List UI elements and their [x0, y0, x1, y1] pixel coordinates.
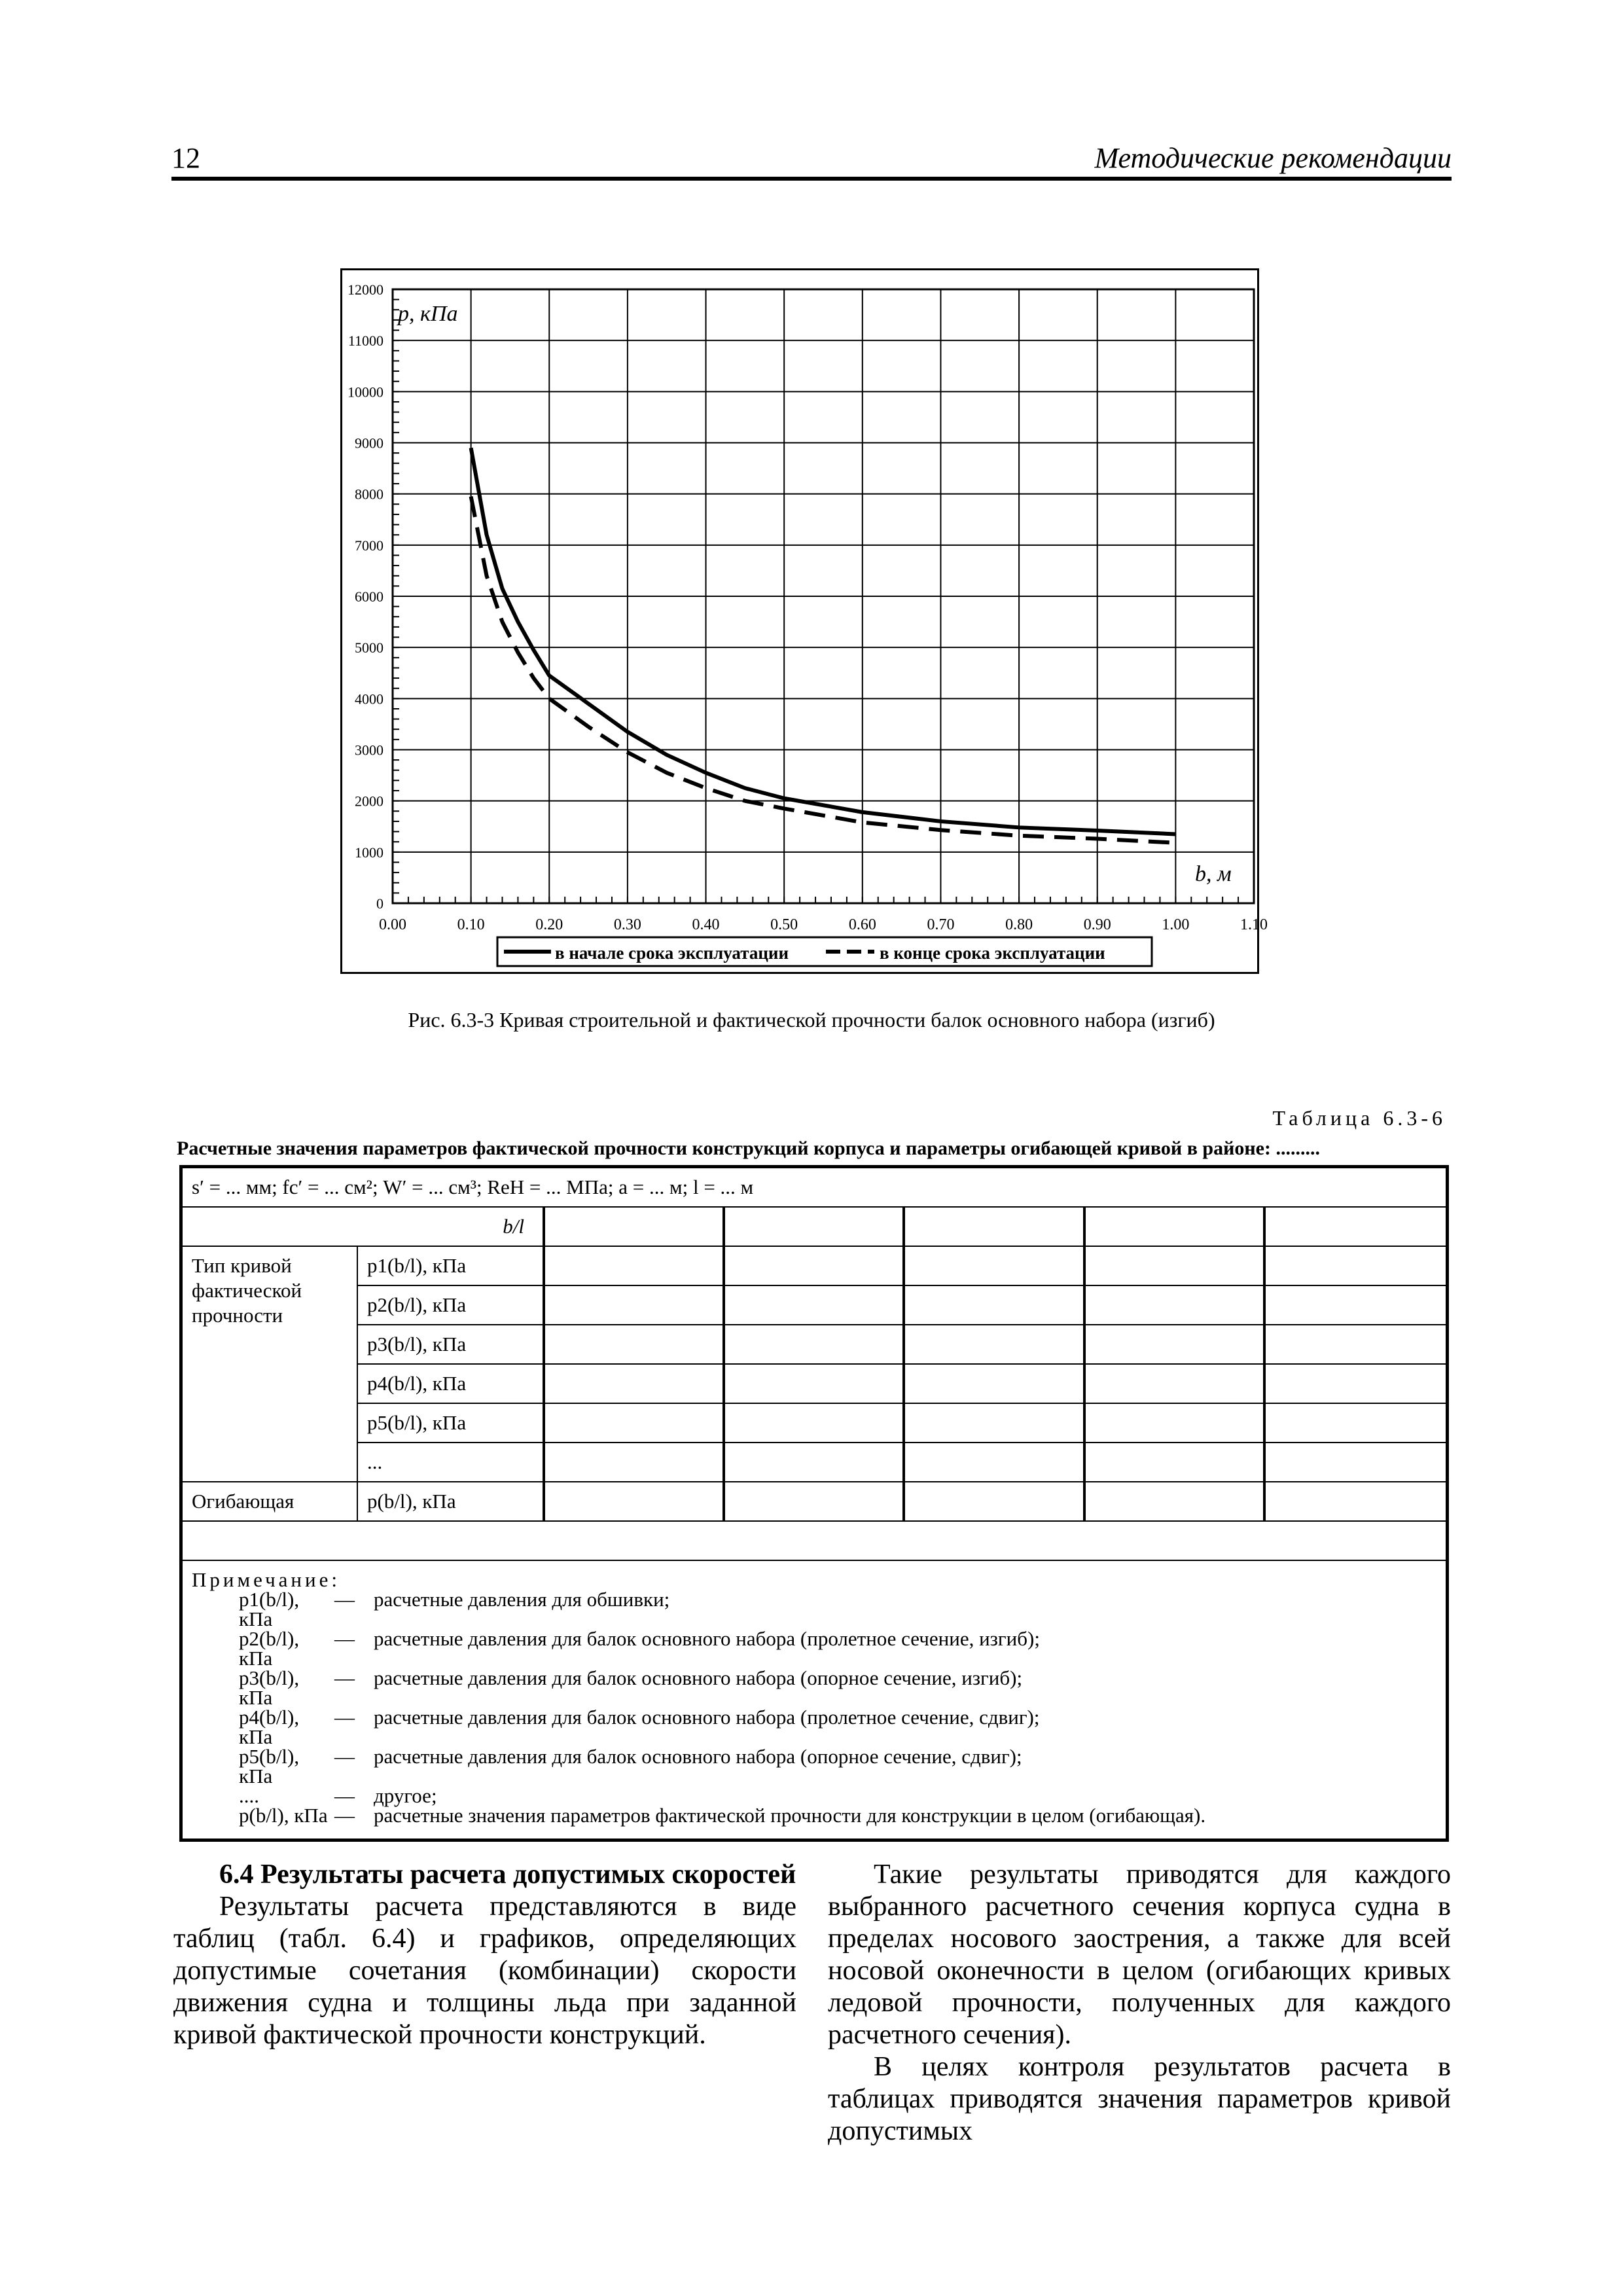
- y-axis-label: p, кПа: [398, 302, 458, 326]
- chart-legend: [497, 937, 1152, 966]
- note-cell: [181, 1560, 1448, 1840]
- y-tick-label: 5000: [355, 639, 383, 656]
- y-tick-label: 2000: [355, 793, 383, 810]
- y-tick-label: 7000: [355, 537, 383, 554]
- y-tick-label: 1000: [355, 844, 383, 861]
- params-cell: s′ = ... мм; fc′ = ... см²; W′ = ... см³; ReH = ... МПа; a = ... м; l = ... м: [181, 1167, 1448, 1208]
- x-tick-label: 0.30: [613, 916, 641, 933]
- y-tick-label: 11000: [348, 332, 383, 350]
- x-tick-label: 1.10: [1240, 916, 1268, 933]
- right-column: [828, 1859, 1451, 2147]
- chart-series: [471, 448, 1176, 842]
- note-item: p(b/l), кПа — расчетные значения параметров фактической прочности для конструкции в целом (огибающая).: [192, 1806, 1436, 1825]
- note-item: p1(b/l), кПа — расчетные давления для обшивки;: [192, 1590, 1436, 1629]
- table-row: [181, 1325, 1448, 1364]
- x-tick-label: 0.40: [692, 916, 720, 933]
- table-number: Таблица 6.3-6: [1272, 1106, 1446, 1130]
- chart-axes: [348, 281, 1268, 933]
- body-paragraph: Такие результаты приводятся для каждого выбранного расчетного сечения корпуса судна в пределах носового заострения, а также для всей носовой оконечности в целом (огибающих кривых ледовой прочности, полученных для каждого расчетного сечения).: [828, 1859, 1451, 2050]
- note-key: p3(b/l), кПа: [239, 1666, 300, 1709]
- note-key: p2(b/l), кПа: [239, 1627, 300, 1670]
- y-tick-label: 12000: [348, 281, 383, 298]
- table-row: [181, 1443, 1448, 1482]
- params-row: [181, 1167, 1448, 1208]
- figure-caption: Рис. 6.3-3 Кривая строительной и фактической прочности балок основного набора (изгиб): [408, 1008, 1215, 1031]
- row-label: p3(b/l), кПа: [357, 1325, 544, 1364]
- row-label: p2(b/l), кПа: [357, 1285, 544, 1325]
- note-title: Примечание:: [192, 1568, 340, 1591]
- y-tick-label: 9000: [355, 435, 383, 452]
- x-tick-label: 1.00: [1162, 916, 1190, 933]
- chart: [0, 0, 1623, 1047]
- x-tick-label: 0.00: [379, 916, 406, 933]
- row-label: p1(b/l), кПа: [357, 1246, 544, 1285]
- y-tick-label: 4000: [355, 691, 383, 708]
- legend-solid-label: в начале срока эксплуатации: [555, 943, 789, 963]
- note-item: p2(b/l), кПа — расчетные давления для балок основного набора (пролетное сечение, изгиб);: [192, 1629, 1436, 1668]
- table-row: [181, 1246, 1448, 1285]
- y-tick-label: 3000: [355, 742, 383, 759]
- envelope-row: [181, 1482, 1448, 1521]
- note-row: [181, 1560, 1448, 1840]
- bl-header: b/l: [181, 1207, 544, 1246]
- note-item: p4(b/l), кПа — расчетные давления для балок основного набора (пролетное сечение, сдвиг);: [192, 1708, 1436, 1747]
- row-label: ...: [357, 1443, 544, 1482]
- running-title: Методические рекомендации: [1094, 142, 1452, 174]
- table-row: [181, 1364, 1448, 1403]
- y-tick-label: 8000: [355, 486, 383, 503]
- section-heading: 6.4 Результаты расчета допустимых скоростей: [219, 1859, 796, 1890]
- page-number: 12: [171, 142, 200, 174]
- series-start-of-service-line: [471, 448, 1176, 834]
- x-tick-label: 0.20: [535, 916, 563, 933]
- y-tick-label: 6000: [355, 588, 383, 605]
- bl-header-row: [181, 1207, 1448, 1246]
- series-end-of-service-line: [471, 497, 1176, 843]
- envelope-label: Огибающая: [181, 1482, 358, 1521]
- note-key: p1(b/l), кПа: [239, 1588, 300, 1630]
- y-tick-label: 0: [376, 895, 383, 912]
- row-label: p4(b/l), кПа: [357, 1364, 544, 1403]
- note-item: .... — другое;: [192, 1786, 1436, 1806]
- note-key: ....: [239, 1784, 259, 1807]
- x-tick-label: 0.50: [770, 916, 798, 933]
- note-item: p3(b/l), кПа — расчетные давления для балок основного набора (опорное сечение, изгиб);: [192, 1668, 1436, 1708]
- blank-row: [181, 1521, 1448, 1560]
- note-item: p5(b/l), кПа — расчетные давления для балок основного набора (опорное сечение, сдвиг);: [192, 1747, 1436, 1786]
- note-key: p4(b/l), кПа: [239, 1706, 300, 1748]
- x-tick-label: 0.60: [848, 916, 876, 933]
- data-table: [179, 1165, 1449, 1842]
- x-tick-label: 0.10: [457, 916, 485, 933]
- note-key: p5(b/l), кПа: [239, 1745, 300, 1787]
- body-paragraph: В целях контроля результатов расчета в таблицах приводятся значения параметров кривой допустимых: [828, 2052, 1451, 2146]
- x-tick-label: 0.70: [927, 916, 955, 933]
- left-column: [173, 1859, 796, 2051]
- row-label: p(b/l), кПа: [357, 1482, 544, 1521]
- y-tick-label: 10000: [348, 384, 383, 401]
- curve-type-label: Тип кривой фактической прочности: [181, 1246, 358, 1482]
- table-title: Расчетные значения параметров фактической прочности конструкций корпуса и параметры огибающей кривой в районе: .........: [177, 1138, 1320, 1159]
- table-row: [181, 1403, 1448, 1443]
- table-row: [181, 1285, 1448, 1325]
- note-key: p(b/l), кПа: [239, 1804, 328, 1827]
- x-tick-label: 0.90: [1083, 916, 1111, 933]
- row-label: p5(b/l), кПа: [357, 1403, 544, 1443]
- x-tick-label: 0.80: [1005, 916, 1033, 933]
- legend-dashed-label: в конце срока эксплуатации: [880, 943, 1105, 963]
- x-axis-label: b, м: [1195, 862, 1232, 886]
- body-paragraph: Результаты расчета представляются в виде таблиц (табл. 6.4) и графиков, определяющих допустимые сочетания (комбинации) скорости движения судна и толщины льда при заданной кривой фактической прочности конструкций.: [173, 1892, 796, 2050]
- chart-grid: [393, 289, 1254, 903]
